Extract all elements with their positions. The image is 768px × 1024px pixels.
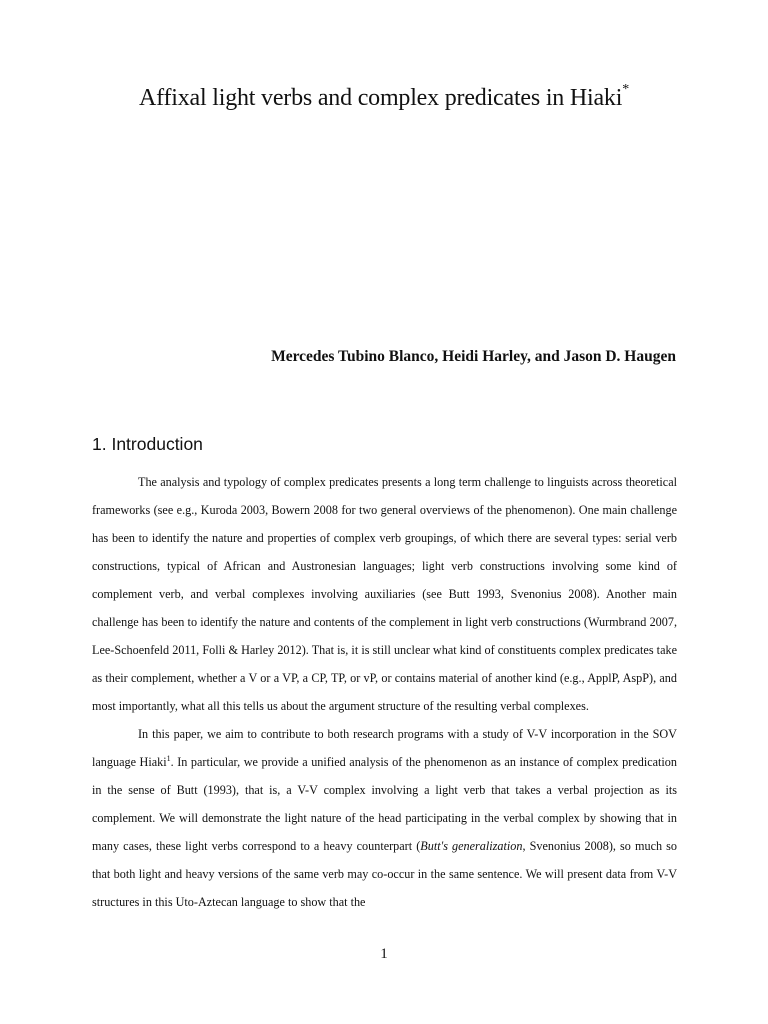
- title-text: Affixal light verbs and complex predicates in Hiaki: [138, 85, 623, 111]
- paragraph-2-part-3: , Svenonius 2008), so much so that both light and heavy versions of the same verb may co-occur in the same sentence. We will present data from V-V structures in this Uto-Aztecan language to show that the: [92, 839, 677, 909]
- paragraph-2: [92, 720, 677, 916]
- footnote-marker[interactable]: 1: [166, 754, 171, 763]
- body-text: [92, 468, 677, 916]
- section-heading: 1. Introduction: [92, 434, 203, 454]
- paragraph-2-part-2: . In particular, we provide a unified analysis of the phenomenon as an instance of complex predication in the sense of Butt (1993), that is, a V-V complex involving a light verb that takes a verbal projection as its complement. We will demonstrate the light nature of the head participating in the verbal complex by showing that in many cases, these light verbs correspond to a heavy counterpart (: [92, 755, 677, 853]
- paragraph-1: The analysis and typology of complex predicates presents a long term challenge to linguists across theoretical frameworks (see e.g., Kuroda 2003, Bowern 2008 for two general overviews of the phenomenon). One main challenge has been to identify the nature and properties of complex verb groupings, of which there are several types: serial verb constructions, typical of African and Austronesian languages; light verb constructions involving some kind of complement verb, and verbal complexes involving auxiliaries (see Butt 1993, Svenonius 2008). Another main challenge has been to identify the nature and contents of the complement in light verb constructions (Wurmbrand 2007, Lee-Schoenfeld 2011, Folli & Harley 2012). That is, it is still unclear what kind of constituents complex predicates take as their complement, whether a V or a VP, a CP, TP, or vP, or contains material of another kind (e.g., ApplP, AspP), and most importantly, what all this tells us about the argument structure of the resulting verbal complexes.: [92, 475, 677, 713]
- author-list: Mercedes Tubino Blanco, Heidi Harley, and Jason D. Haugen: [271, 348, 676, 365]
- paragraph-2-part-1: In this paper, we aim to contribute to both research programs with a study of V-V incorporation in the SOV language Hiaki: [92, 727, 677, 769]
- title-footnote-marker[interactable]: *: [622, 82, 630, 97]
- paper-title: [0, 82, 768, 112]
- italic-term: Butt's generalization: [420, 839, 523, 853]
- page-number: 1: [380, 946, 388, 962]
